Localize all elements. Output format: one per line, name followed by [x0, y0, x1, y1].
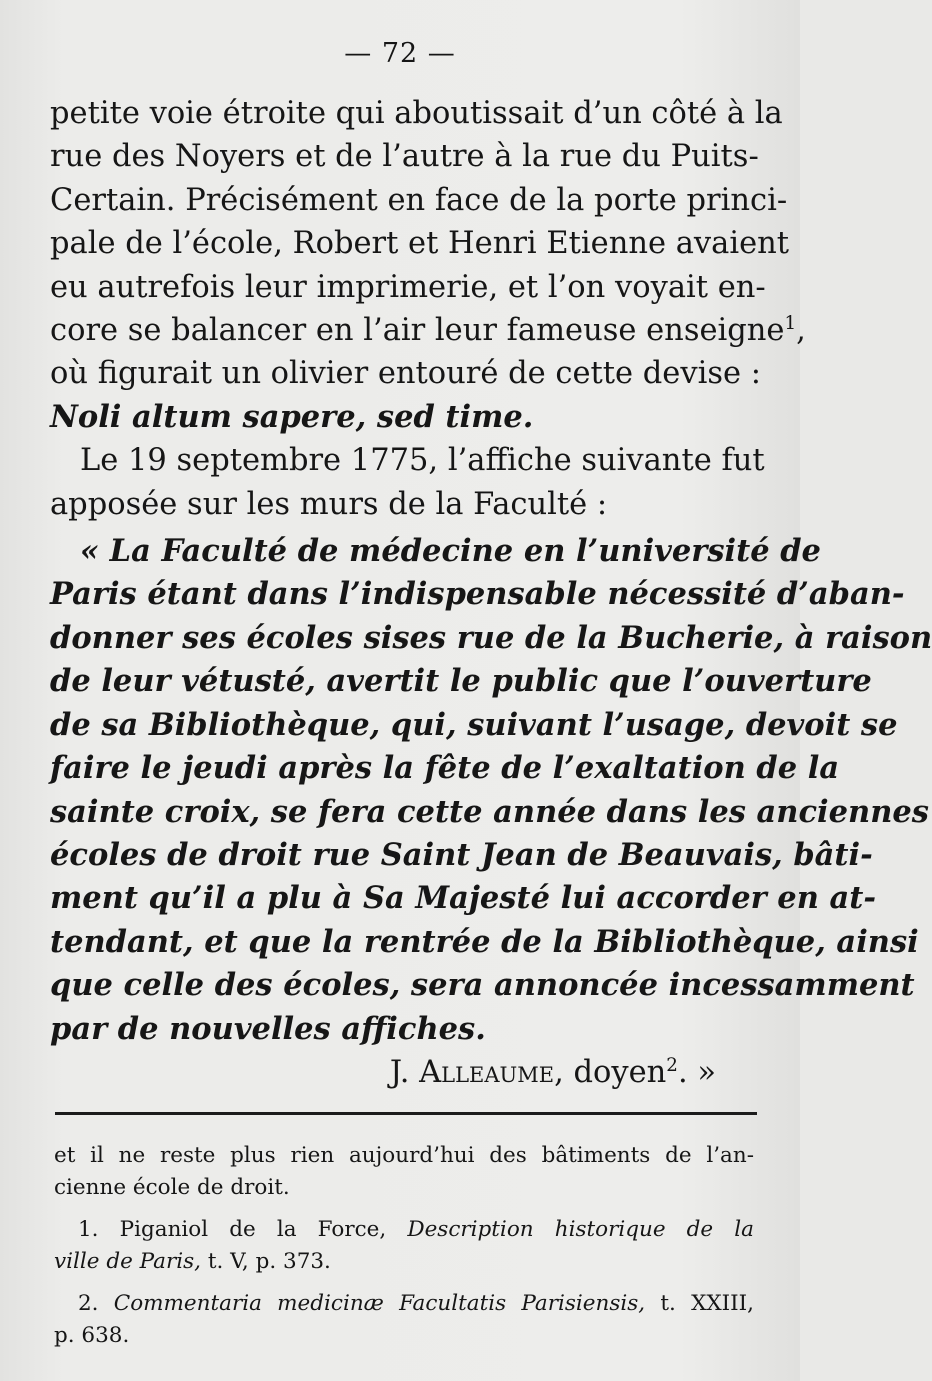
quote-line: « La Faculté de médecine en l’université de	[80, 533, 821, 570]
quote-line: par de nouvelles affiches.	[50, 1010, 486, 1047]
text-line: Certain. Précisément en face de la porte princi-	[50, 182, 788, 218]
footnote-2	[54, 1288, 754, 1320]
footnote-reference: t. XXIII,	[660, 1291, 754, 1316]
text-line: rue des Noyers et de l’autre à la rue du Puits-	[50, 139, 759, 175]
quote-line: de sa Bibliothèque, qui, suivant l’usage, devoit se	[50, 706, 898, 743]
quote-line: faire le jeudi après la fête de l’exaltation de la	[50, 750, 840, 787]
footnote-title: Commentaria medicinæ Facultatis Parisiensis,	[113, 1291, 646, 1316]
footnote-reference: t. V, p. 373.	[207, 1249, 331, 1274]
footnote-author: Piganiol de la Force,	[119, 1217, 387, 1242]
footnote-ref: 2	[666, 1054, 678, 1076]
quote-line: écoles de droit rue Saint Jean de Beauvais, bâti-	[50, 836, 873, 873]
footnote-1	[54, 1214, 754, 1246]
page-number-header: — 72 —	[344, 38, 456, 69]
quote-line: tendant, et que la rentrée de la Bibliothèque, ainsi	[50, 923, 919, 960]
footnotes	[54, 1140, 754, 1352]
text-line: apposée sur les murs de la Faculté :	[50, 486, 608, 522]
signature-role: , doyen	[554, 1054, 667, 1090]
text-line: eu autrefois leur imprimerie, et l’on voyait en-	[50, 269, 766, 305]
motto-line: Noli altum sapere, sed time.	[50, 398, 534, 435]
footnote-divider	[55, 1112, 757, 1115]
signature-line	[50, 1051, 756, 1094]
quote-line: donner ses écoles sises rue de la Bucherie, à raison	[50, 619, 932, 656]
footnote-number: 2.	[78, 1291, 99, 1316]
footnote-continuation: cienne école de droit.	[54, 1175, 290, 1200]
text-line: où figurait un olivier entouré de cette devise :	[50, 356, 762, 392]
signature-end: . »	[677, 1054, 716, 1090]
footnote-1-cont	[54, 1246, 754, 1278]
quote-line: Paris étant dans l’indispensable nécessité d’aban-	[50, 576, 905, 613]
text-line-with-note	[50, 309, 806, 352]
text-fragment: core se balancer en l’air leur fameuse enseigne	[50, 313, 785, 349]
text-line: Le 19 septembre 1775, l’affiche suivante fut	[80, 443, 765, 479]
quote-line: que celle des écoles, sera annoncée incessamment	[50, 967, 915, 1004]
footnote-number: 1.	[78, 1217, 99, 1242]
footnote-continuation: et il ne reste plus rien aujourd’hui des bâtiments de l’an-	[54, 1143, 754, 1168]
text-line: pale de l’école, Robert et Henri Etienne avaient	[50, 226, 790, 262]
signature-name: J. Alleaume	[389, 1054, 555, 1090]
quote-line: de leur vétusté, avertit le public que l’ouverture	[50, 663, 872, 700]
footnote-title: ville de Paris,	[54, 1249, 201, 1274]
quote-line: sainte croix, se fera cette année dans les anciennes	[50, 793, 929, 830]
footnote-ref: 1	[784, 312, 797, 334]
main-text	[50, 92, 932, 1094]
text-fragment: ,	[796, 313, 806, 349]
quote-line: ment qu’il a plu à Sa Majesté lui accorder en at-	[50, 880, 877, 917]
footnote-title: Description historique de la	[407, 1217, 754, 1242]
text-line: petite voie étroite qui aboutissait d’un côté à la	[50, 96, 783, 131]
footnote-2-cont: p. 638.	[54, 1323, 130, 1348]
